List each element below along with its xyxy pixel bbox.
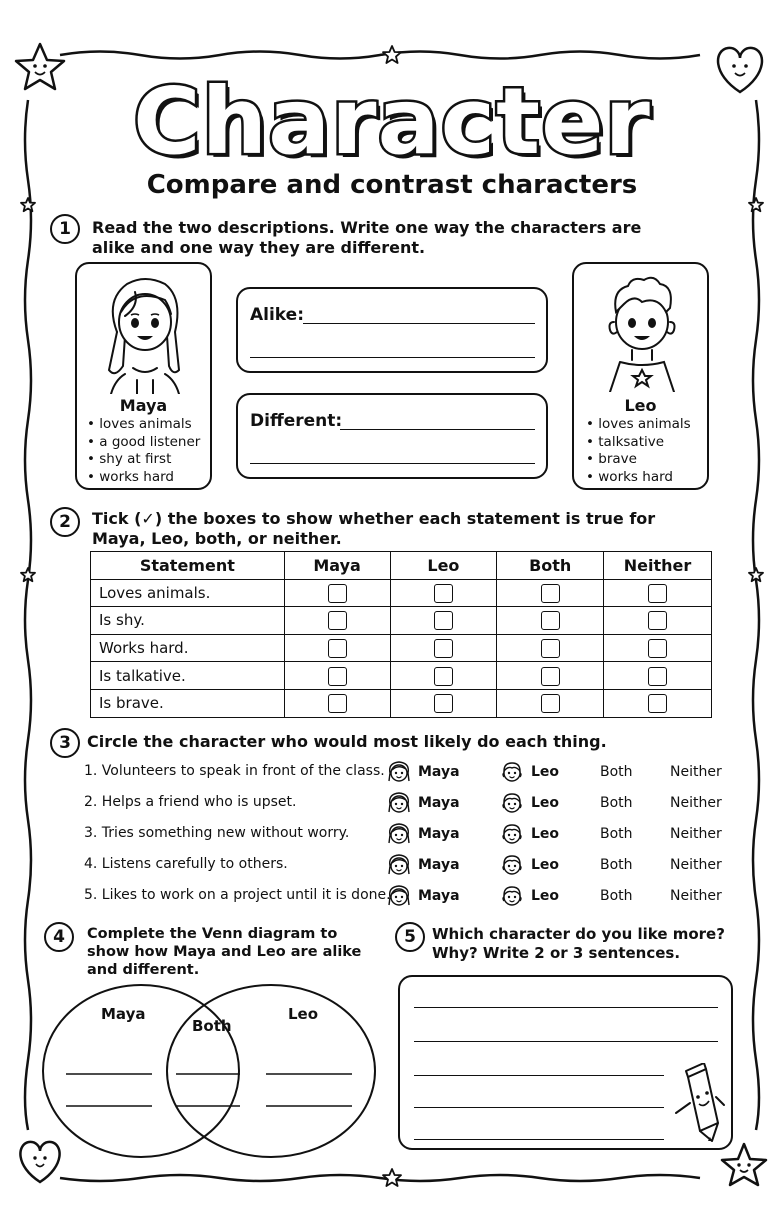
item-text: 5. Likes to work on a project until it is done. — [84, 887, 391, 903]
option-label: Maya — [418, 795, 460, 811]
statement-cell: Works hard. — [91, 634, 285, 662]
table-row — [91, 662, 712, 690]
section-number: 4 — [44, 922, 74, 952]
neither-checkbox[interactable] — [648, 694, 667, 713]
column-header: Neither — [604, 552, 712, 580]
maya-face-icon — [386, 883, 412, 909]
both-checkbox[interactable] — [541, 667, 560, 686]
leo-face-icon — [499, 821, 525, 847]
section-instruction: Which character do you like more? Why? Write 2 or 3 sentences. — [432, 925, 725, 962]
tick-table — [90, 551, 712, 718]
leo-checkbox[interactable] — [434, 694, 453, 713]
option-neither[interactable] — [670, 790, 722, 816]
small-star-icon — [21, 568, 35, 581]
column-header: Both — [497, 552, 604, 580]
trait-item: • brave — [586, 451, 691, 469]
maya-face-icon — [386, 790, 412, 816]
option-both[interactable] — [600, 883, 633, 909]
both-checkbox[interactable] — [541, 584, 560, 603]
trait-item: • loves animals — [586, 416, 691, 434]
option-neither[interactable] — [670, 883, 722, 909]
item-text: 3. Tries something new without worry. — [84, 825, 350, 841]
write-line[interactable] — [414, 1041, 718, 1042]
leo-face-icon — [499, 852, 525, 878]
maya-traits — [87, 416, 200, 486]
leo-face-icon — [499, 759, 525, 785]
option-label: Both — [600, 826, 633, 842]
page-subtitle: Compare and contrast characters — [146, 170, 638, 200]
option-both[interactable] — [600, 790, 633, 816]
option-maya[interactable] — [386, 883, 460, 909]
write-line[interactable] — [340, 429, 535, 430]
write-line[interactable] — [414, 1139, 664, 1140]
section-instruction: Read the two descriptions. Write one way the characters are alike and one way they are different. — [92, 218, 642, 257]
leo-checkbox[interactable] — [434, 611, 453, 630]
option-label: Neither — [670, 826, 722, 842]
statement-cell: Is brave. — [91, 689, 285, 717]
option-maya[interactable] — [386, 852, 460, 878]
maya-card — [75, 262, 212, 490]
option-leo[interactable] — [499, 852, 559, 878]
section-number: 3 — [50, 728, 80, 758]
column-header: Maya — [284, 552, 390, 580]
leo-name: Leo — [624, 396, 657, 415]
small-star-icon — [383, 46, 401, 63]
option-label: Maya — [418, 826, 460, 842]
table-header-row — [91, 552, 712, 580]
maya-portrait — [95, 270, 195, 394]
option-label: Leo — [531, 764, 560, 780]
item-text: 4. Listens carefully to others. — [84, 856, 288, 872]
option-label: Both — [600, 888, 633, 904]
leo-checkbox[interactable] — [434, 667, 453, 686]
neither-checkbox[interactable] — [648, 611, 667, 630]
small-star-icon — [383, 1169, 401, 1186]
venn-leo-label: Leo — [288, 1005, 319, 1023]
maya-checkbox[interactable] — [328, 694, 347, 713]
leo-face-icon — [499, 883, 525, 909]
table-row — [91, 689, 712, 717]
maya-face-icon — [386, 852, 412, 878]
option-both[interactable] — [600, 852, 633, 878]
option-label: Leo — [531, 795, 560, 811]
option-leo[interactable] — [499, 821, 559, 847]
section-instruction: Tick (✓) the boxes to show whether each statement is true for Maya, Leo, both, or neither. — [92, 509, 656, 548]
different-box — [236, 393, 548, 479]
circle-item-row — [84, 821, 734, 847]
alike-box — [236, 287, 548, 373]
maya-checkbox[interactable] — [328, 639, 347, 658]
different-label: Different: — [250, 411, 343, 431]
option-maya[interactable] — [386, 790, 460, 816]
maya-checkbox[interactable] — [328, 584, 347, 603]
trait-item: • loves animals — [87, 416, 200, 434]
leo-face-icon — [499, 790, 525, 816]
write-line[interactable] — [414, 1007, 718, 1008]
option-label: Maya — [418, 764, 460, 780]
option-label: Neither — [670, 888, 722, 904]
write-line[interactable] — [303, 323, 535, 324]
leo-circle — [167, 985, 375, 1157]
option-label: Leo — [531, 826, 560, 842]
section-number: 5 — [395, 922, 425, 952]
write-line[interactable] — [250, 463, 535, 464]
write-line[interactable] — [250, 357, 535, 358]
leo-checkbox[interactable] — [434, 584, 453, 603]
trait-item: • works hard — [586, 469, 691, 487]
page-title: Character — [133, 68, 651, 175]
item-text: 2. Helps a friend who is upset. — [84, 794, 297, 810]
maya-face-icon — [386, 821, 412, 847]
option-label: Neither — [670, 857, 722, 873]
option-both[interactable] — [600, 821, 633, 847]
table-row — [91, 634, 712, 662]
column-header: Leo — [390, 552, 497, 580]
neither-checkbox[interactable] — [648, 584, 667, 603]
maya-checkbox[interactable] — [328, 611, 347, 630]
maya-name: Maya — [119, 396, 168, 415]
leo-portrait — [594, 268, 690, 392]
statement-cell: Is talkative. — [91, 662, 285, 690]
leo-traits — [586, 416, 691, 486]
circle-item-row — [84, 883, 734, 909]
option-leo[interactable] — [499, 883, 559, 909]
option-label: Both — [600, 795, 633, 811]
trait-item: • a good listener — [87, 434, 200, 452]
option-neither[interactable] — [670, 852, 722, 878]
leo-card — [572, 262, 709, 490]
option-neither[interactable] — [670, 821, 722, 847]
write-line[interactable] — [414, 1107, 664, 1108]
section-instruction: Circle the character who would most likely do each thing. — [87, 732, 607, 751]
both-checkbox[interactable] — [541, 639, 560, 658]
maya-checkbox[interactable] — [328, 667, 347, 686]
neither-checkbox[interactable] — [648, 639, 667, 658]
neither-checkbox[interactable] — [648, 667, 667, 686]
alike-label: Alike: — [250, 305, 304, 325]
section-instruction: Complete the Venn diagram to show how Maya and Leo are alike and different. — [87, 926, 362, 978]
table-row — [91, 607, 712, 635]
small-star-icon — [749, 568, 763, 581]
write-line[interactable] — [414, 1075, 664, 1076]
both-checkbox[interactable] — [541, 611, 560, 630]
star-icon — [722, 1144, 766, 1185]
trait-item: • shy at first — [87, 451, 200, 469]
option-label: Maya — [418, 888, 460, 904]
option-label: Both — [600, 857, 633, 873]
leo-checkbox[interactable] — [434, 639, 453, 658]
pencil-icon — [670, 1063, 726, 1147]
writing-box — [398, 975, 733, 1150]
option-both[interactable] — [600, 759, 633, 785]
circle-item-row — [84, 759, 734, 785]
both-checkbox[interactable] — [541, 694, 560, 713]
option-label: Neither — [670, 764, 722, 780]
option-label: Leo — [531, 857, 560, 873]
circle-item-row — [84, 790, 734, 816]
table-row — [91, 579, 712, 607]
option-neither[interactable] — [670, 759, 722, 785]
circle-item-row — [84, 852, 734, 878]
option-label: Maya — [418, 857, 460, 873]
venn-maya-label: Maya — [101, 1005, 146, 1023]
trait-item: • talksative — [586, 434, 691, 452]
item-text: 1. Volunteers to speak in front of the class. — [84, 763, 385, 779]
option-maya[interactable] — [386, 821, 460, 847]
maya-face-icon — [386, 759, 412, 785]
venn-both-label: Both — [192, 1017, 232, 1035]
option-label: Both — [600, 764, 633, 780]
column-header: Statement — [91, 552, 285, 580]
option-leo[interactable] — [499, 759, 559, 785]
option-label: Neither — [670, 795, 722, 811]
trait-item: • works hard — [87, 469, 200, 487]
option-leo[interactable] — [499, 790, 559, 816]
section-number: 1 — [50, 214, 80, 244]
option-label: Leo — [531, 888, 560, 904]
statement-cell: Loves animals. — [91, 579, 285, 607]
venn-diagram — [36, 978, 382, 1166]
statement-cell: Is shy. — [91, 607, 285, 635]
option-maya[interactable] — [386, 759, 460, 785]
section-number: 2 — [50, 507, 80, 537]
